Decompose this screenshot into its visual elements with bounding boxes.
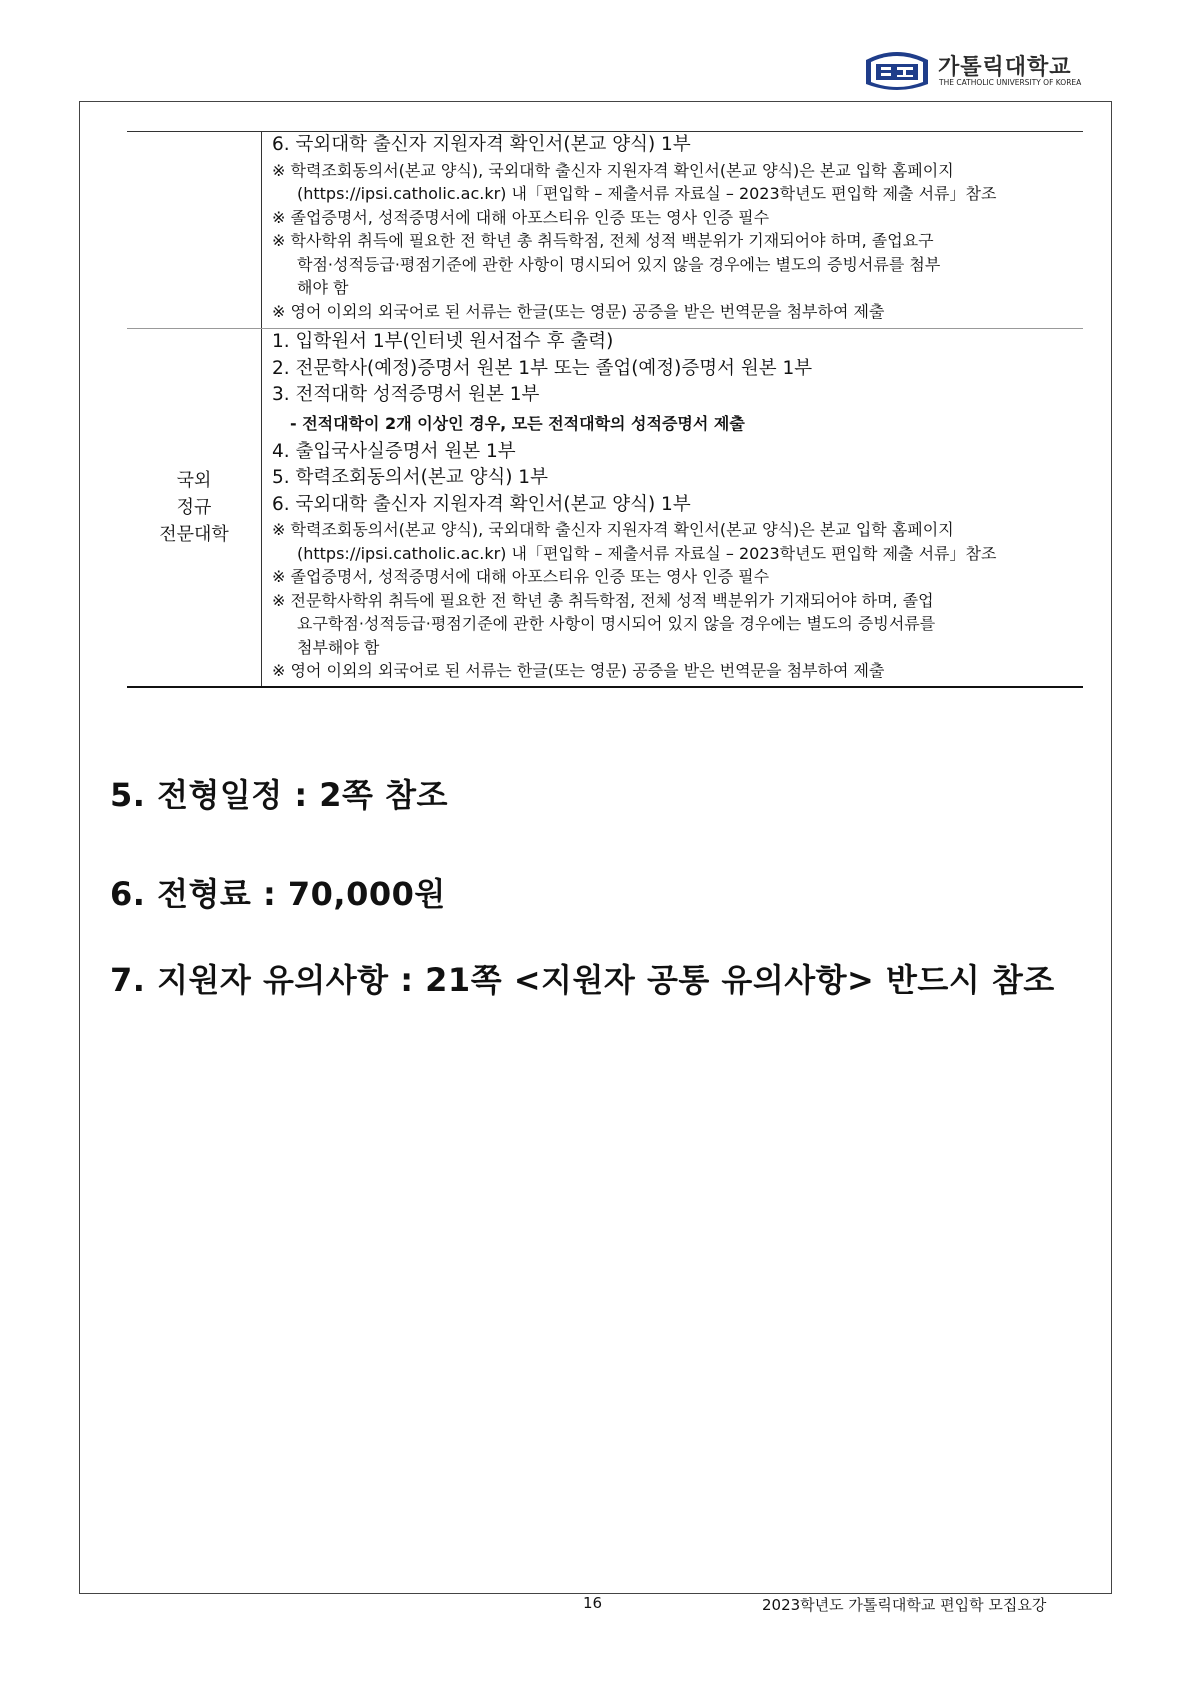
list-item: 2. 전문학사(예정)증명서 원본 1부 또는 졸업(예정)증명서 원본 1부 <box>272 357 813 379</box>
note-line: 학점·성적등급·평점기준에 관한 사항이 명시되어 있지 않을 경우에는 별도의 증빙서류를 첨부 <box>297 254 941 274</box>
row-label-line: 전문대학 <box>159 524 229 545</box>
list-item: 3. 전적대학 성적증명서 원본 1부 <box>272 384 540 405</box>
sub-item: - 전적대학이 2개 이상인 경우, 모든 전적대학의 성적증명서 제출 <box>290 413 745 433</box>
row-content <box>262 329 1084 688</box>
row-label-line: 국외 <box>176 470 212 491</box>
note-line: ※ 학력조회동의서(본교 양식), 국외대학 출신자 지원자격 확인서(본교 양식)은 본교 입학 홈페이지 <box>272 160 954 180</box>
note-line: ※ 학력조회동의서(본교 양식), 국외대학 출신자 지원자격 확인서(본교 양식)은 본교 입학 홈페이지 <box>272 520 954 539</box>
list-item: 1. 입학원서 1부(인터넷 원서접수 후 출력) <box>272 331 614 352</box>
list-item: 6. 국외대학 출신자 지원자격 확인서(본교 양식) 1부 <box>272 493 691 515</box>
page-number: 16 <box>583 1594 603 1612</box>
note-line: ※ 영어 이외의 외국어로 된 서류는 한글(또는 영문) 공증을 받은 번역문을 첨부하여 제출 <box>272 661 885 680</box>
list-item: 6. 국외대학 출신자 지원자격 확인서(본교 양식) 1부 <box>272 134 691 155</box>
section-heading-schedule: 5. 전형일정 : 2쪽 참조 <box>110 776 448 814</box>
row-label <box>127 329 262 688</box>
table-row <box>127 329 1083 688</box>
footer-title: 2023학년도 가톨릭대학교 편입학 모집요강 <box>762 1596 1047 1614</box>
section-heading-fee: 6. 전형료 : 70,000원 <box>110 875 446 913</box>
note-line: (https://ipsi.catholic.ac.kr) 내「편입학 – 제출서류 자료실 – 2023학년도 편입학 제출 서류」참조 <box>297 543 997 563</box>
table-row <box>127 132 1083 329</box>
note-line: 해야 함 <box>297 278 349 297</box>
university-logo <box>862 46 1094 94</box>
note-line: ※ 전문학사학위 취득에 필요한 전 학년 총 취득학점, 전체 성적 백분위가 기재되어야 하며, 졸업 <box>272 590 934 610</box>
note-line: (https://ipsi.catholic.ac.kr) 내「편입학 – 제출서류 자료실 – 2023학년도 편입학 제출 서류」참조 <box>297 184 997 203</box>
list-item: 4. 출입국사실증명서 원본 1부 <box>272 440 516 462</box>
row-label <box>127 132 262 329</box>
note-line: 첨부해야 함 <box>297 637 380 657</box>
note-line: ※ 영어 이외의 외국어로 된 서류는 한글(또는 영문) 공증을 받은 번역문을 첨부하여 제출 <box>272 301 885 321</box>
note-line: ※ 졸업증명서, 성적증명서에 대해 아포스티유 인증 또는 영사 인증 필수 <box>272 567 770 586</box>
university-seal-icon <box>862 46 932 94</box>
logo-name-en: THE CATHOLIC UNIVERSITY OF KOREA <box>939 78 1082 87</box>
note-line: 요구학점·성적등급·평점기준에 관한 사항이 명시되어 있지 않을 경우에는 별도의 증빙서류를 <box>297 614 936 633</box>
logo-name-ko: 가톨릭대학교 <box>938 55 1072 80</box>
row-label-line: 정규 <box>176 497 212 518</box>
section-heading-notice: 7. 지원자 유의사항 : 21쪽 <지원자 공통 유의사항> 반드시 참조 <box>110 961 1055 999</box>
note-line: ※ 학사학위 취득에 필요한 전 학년 총 취득학점, 전체 성적 백분위가 기재되어야 하며, 졸업요구 <box>272 231 934 250</box>
row-content <box>262 132 1084 329</box>
documents-table <box>127 131 1083 688</box>
note-line: ※ 졸업증명서, 성적증명서에 대해 아포스티유 인증 또는 영사 인증 필수 <box>272 207 770 227</box>
list-item: 5. 학력조회동의서(본교 양식) 1부 <box>272 467 548 488</box>
